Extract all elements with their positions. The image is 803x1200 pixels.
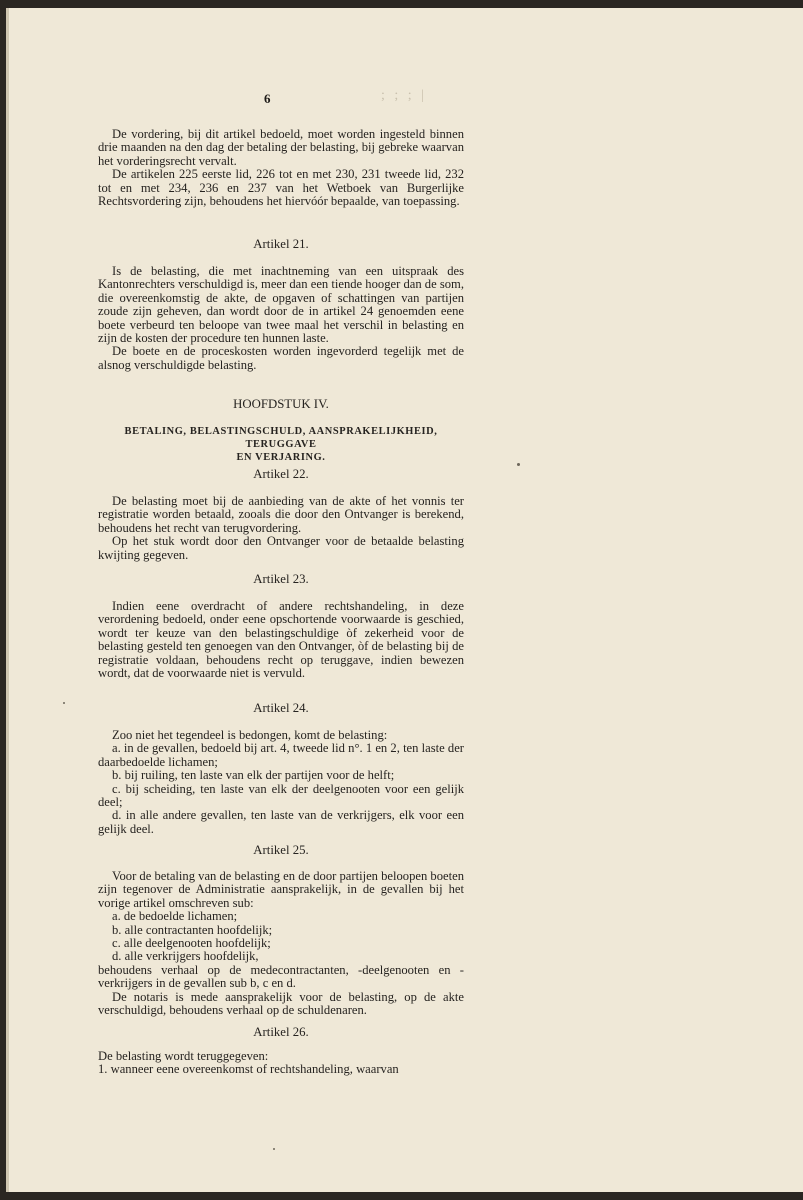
paragraph: Op het stuk wordt door den Ontvanger voor de betaalde belasting kwijting gegeven. [98, 534, 464, 562]
chapter-subtitle-block [98, 425, 464, 464]
paper-speck [63, 702, 65, 704]
article-heading: Artikel 22. [253, 467, 309, 481]
list-item: 1. wanneer eene overeenkomst of rechtshandeling, waarvan [98, 1062, 399, 1077]
paragraph: Zoo niet het tegendeel is bedongen, komt de belasting: [112, 728, 388, 742]
paragraph: Indien eene overdracht of andere rechtshandeling, in deze verordening bedoeld, onder eene opschortende voorwaarde is geschied, wordt ter keuze van den belastingschuldige òf zekerheid voor de belasting gesteld ten genoegen van den Ontvanger, òf de belasting bij de registratie voldaan, behoudens recht op teruggave, indien bewezen wordt, dat de voorwaarde niet is vervuld. [98, 599, 464, 681]
article-heading: Artikel 21. [253, 237, 309, 251]
article-23 [98, 573, 464, 586]
paragraph: behoudens verhaal op de medecontractanten, -deelgenooten en -verkrijgers in de gevallen sub b, c en d. [98, 962, 464, 991]
list-item: c. alle deelgenooten hoofdelijk; [112, 936, 271, 951]
list-item: a. de bedoelde lichamen; [112, 909, 238, 924]
article-26 [98, 1026, 464, 1039]
article-heading: Artikel 23. [253, 572, 309, 586]
article-heading: Artikel 25. [253, 843, 309, 857]
paragraph: De boete en de proceskosten worden ingevorderd tegelijk met de alsnog verschuldigde belasting. [98, 344, 464, 372]
paper-speck [517, 463, 520, 466]
paragraph: De belasting wordt teruggegeven: [98, 1049, 269, 1063]
chapter-heading-block [98, 398, 464, 411]
article-21-body [98, 265, 464, 372]
list-item: b. alle contractanten hoofdelijk; [112, 922, 273, 937]
article-22 [98, 468, 464, 481]
article-24-body [98, 729, 464, 836]
article-25-body [98, 870, 464, 1017]
chapter-heading: HOOFDSTUK IV. [233, 397, 329, 411]
article-heading: Artikel 24. [253, 701, 309, 715]
list-item: b. bij ruiling, ten laste van elk der partijen voor de helft; [112, 768, 395, 783]
document-page [6, 8, 803, 1192]
list-item: d. alle verkrijgers hoofdelijk, [112, 949, 259, 964]
paragraph: Is de belasting, die met inachtneming van een uitspraak des Kantonrechters verschuldigd is, meer dan een tiende hooger dan de som, die overeenkomstig de akte, de opgaven of schattingen van partijen zoude zijn geheven, dan wordt door de in artikel 24 genoemden eene boete verbeurd ten beloope van twee maal het verschil in belasting en zijn de kosten der procedure ten hunnen laste. [98, 264, 464, 346]
chapter-subtitle: BETALING, BELASTINGSCHULD, AANSPRAKELIJKHEID, TERUGGAVE [124, 426, 438, 450]
article-21 [98, 238, 464, 251]
article-26-body [98, 1050, 464, 1077]
section-top [98, 128, 464, 208]
paper-speck [273, 1148, 275, 1150]
list-item: a. in de gevallen, bedoeld bij art. 4, tweede lid n°. 1 en 2, ten laste der daarbedoelde lichamen; [98, 741, 464, 769]
paragraph: De vordering, bij dit artikel bedoeld, moet worden ingesteld binnen drie maanden na den dag der betaling der belasting, bij gebreke waarvan het vorderingsrecht vervalt. [98, 127, 464, 168]
article-25 [98, 844, 464, 857]
paragraph: De notaris is mede aansprakelijk voor de belasting, op de akte verschuldigd, behoudens verhaal op de schuldenaren. [98, 989, 464, 1018]
faint-bleed-marks: ; ; ; | [381, 88, 427, 103]
paragraph: De artikelen 225 eerste lid, 226 tot en met 230, 231 tweede lid, 232 tot en met 234, 236 en 237 van het Wetboek van Burgerlijke Rechtsvordering zijn, behoudens het hiervóór bepaalde, van toepassing. [98, 167, 464, 209]
list-item: c. bij scheiding, ten laste van elk der deelgenooten voor een gelijk deel; [98, 781, 464, 810]
article-24 [98, 702, 464, 715]
list-item: d. in alle andere gevallen, ten laste van de verkrijgers, elk voor een gelijk deel. [98, 808, 464, 836]
paragraph: Voor de betaling van de belasting en de door partijen beloopen boeten zijn tegenover de Administratie aansprakelijk, in de gevallen bij het vorige artikel omschreven sub: [98, 869, 464, 910]
chapter-subtitle: EN VERJARING. [236, 452, 326, 463]
page-number: 6 [264, 91, 271, 106]
article-23-body [98, 600, 464, 680]
article-heading: Artikel 26. [253, 1025, 309, 1039]
paragraph: De belasting moet bij de aanbieding van de akte of het vonnis ter registratie worden betaald, zooals die door den Ontvanger is berekend, behoudens het recht van terugvordering. [98, 494, 464, 535]
article-22-body [98, 495, 464, 562]
